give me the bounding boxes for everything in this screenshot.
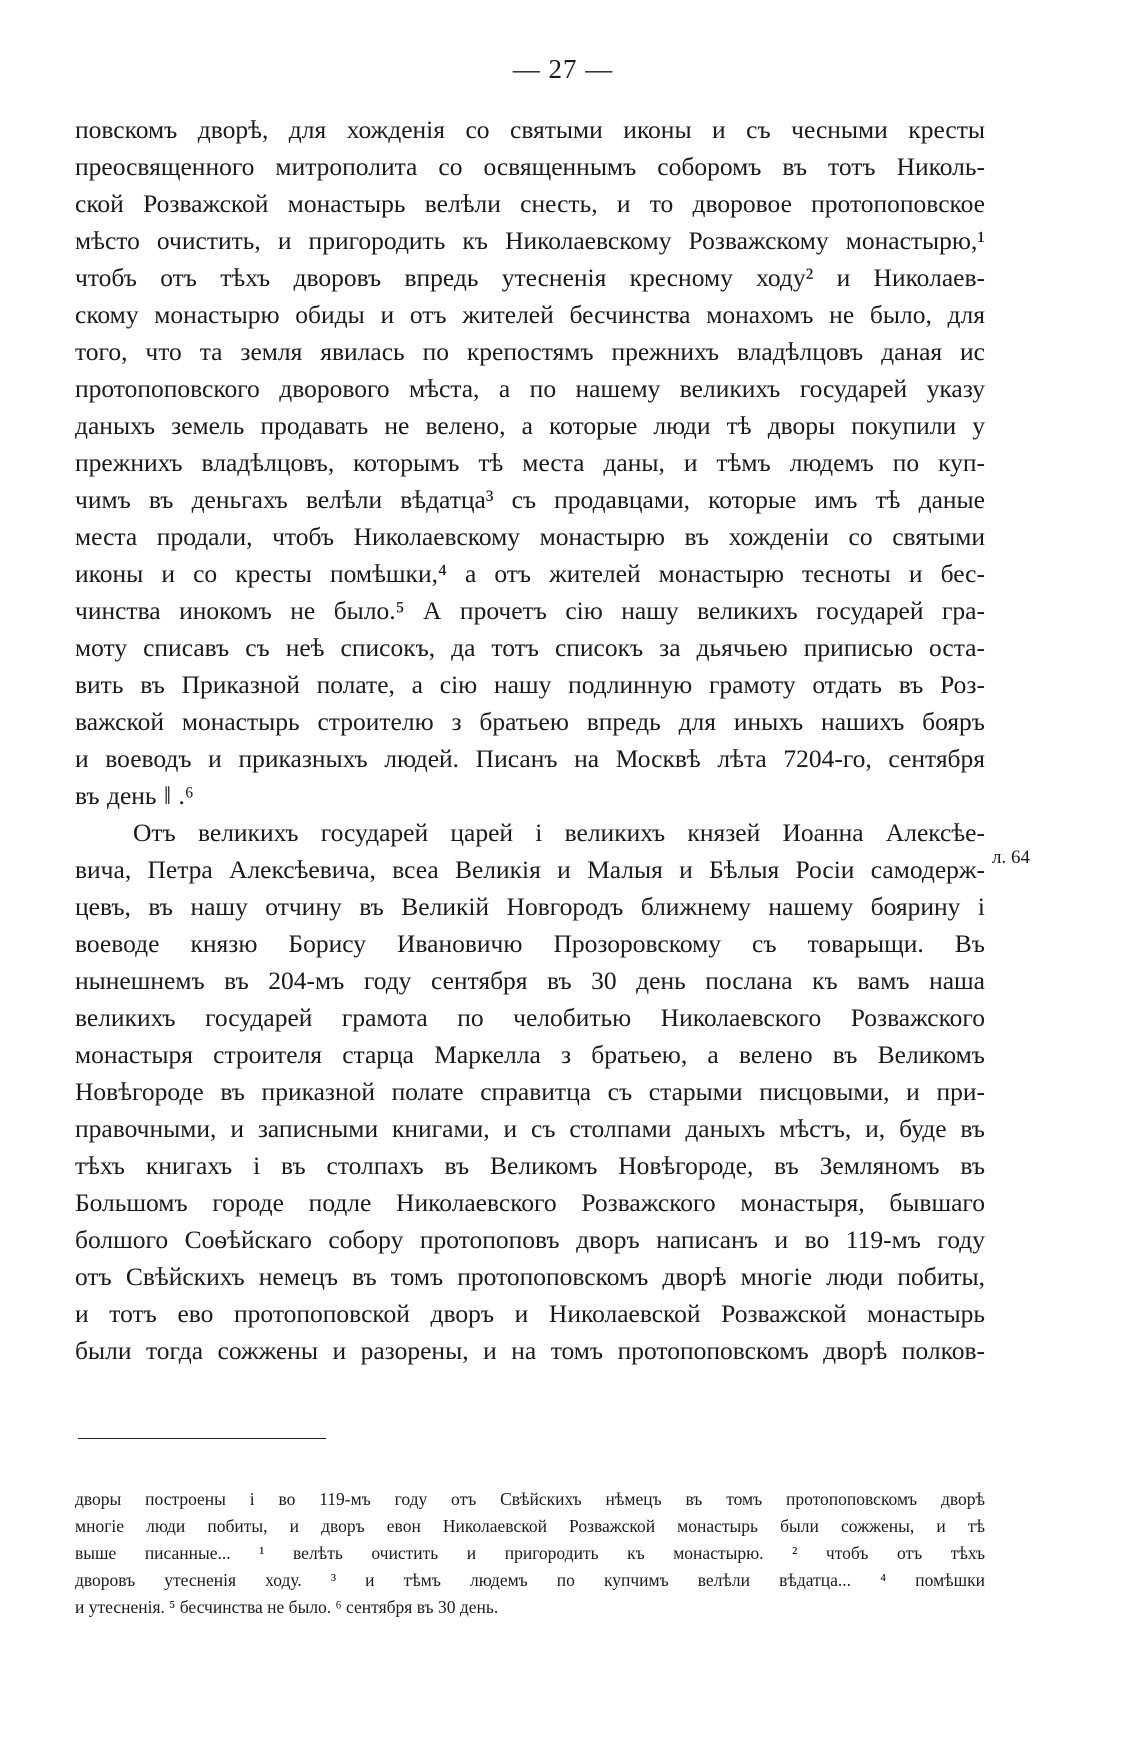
text-line: и тотъ ево протопоповской дворъ и Николаевской Розважской монастырь [75,1299,985,1328]
footnote-line: выше писанные... ¹ велѣть очистить и пригородить къ монастырю. ² чтобъ отъ тѣхъ [75,1543,985,1563]
text-line: монастыря строителя старца Маркелла з братьею, а велено въ Великомъ [75,1040,985,1069]
text-line: важской монастырь строителю з братьею впредь для иныхъ нашихъ бояръ [75,707,985,736]
footnotes [75,1486,985,1621]
text-line: были тогда сожжены и разорены, и на томъ протопоповскомъ дворѣ полков- [75,1336,985,1365]
text-line: преосвященного митрополита со освященнымъ соборомъ въ тотъ Николь- [75,152,985,181]
footnote-line: дворы построены i во 119-мъ году отъ Свѣйскихъ нѣмецъ въ томъ протопоповскомъ дворѣ [75,1489,985,1509]
margin-note: л. 64 [992,847,1030,868]
body-text [75,111,985,1369]
text-line: великихъ государей грамота по челобитью Николаевского Розважского [75,1003,985,1032]
text-line: ской Розважской монастырь велѣли снесть, и то дворовое протопоповское [75,189,985,218]
footnote-line: дворовъ утесненiя ходу. ³ и тѣмъ людемъ по купчимъ велѣли вѣдатца... ⁴ помѣшки [75,1570,985,1590]
text-line: вича, Петра Алексѣевича, всеа Великiя и Малыя и Бѣлыя Росiи самодерж- [75,855,985,884]
text-line: въ день ‖ .⁶ [75,781,194,810]
text-line: и воеводъ и приказныхъ людей. Писанъ на Москвѣ лѣта 7204-го, сентября [75,744,985,773]
text-line: мѣсто очистить, и пригородить къ Николаевскому Розважскому монастырю,¹ [75,226,985,255]
text-line: воеводе князю Борису Ивановичю Прозоровскому съ товарыщи. Въ [75,929,985,958]
text-line: моту списавъ съ неѣ списокъ, да тотъ списокъ за дьячьею приписью оста- [75,633,985,662]
text-line: отъ Свѣйскихъ немецъ въ томъ протопоповскомъ дворѣ многiе люди побиты, [75,1262,985,1291]
text-line: протопоповского дворового мѣста, а по нашему великихъ государей указу [75,374,985,403]
text-line: места продали, чтобъ Николаевскому монастырю въ хожденiи со святыми [75,522,985,551]
text-line: нынешнемъ въ 204-мъ году сентября въ 30 день послана къ вамъ наша [75,966,985,995]
text-line: скому монастырю обиды и отъ жителей бесчинства монахомъ не было, для [75,300,985,329]
text-line: цевъ, въ нашу отчину въ Великiй Новгородъ ближнему нашему боярину i [75,892,985,921]
text-line: Большомъ городе подле Николаевского Розважского монастыря, бывшаго [75,1188,985,1217]
text-line: того, что та земля явилась по крепостямъ прежнихъ владѣлцовъ даная ис [75,337,985,366]
footnote-rule [78,1438,326,1439]
text-line: чтобъ отъ тѣхъ дворовъ впредь утесненiя кресному ходу² и Николаев- [75,263,985,292]
footnote-line: многiе люди побиты, и дворъ евон Николаевской Розважской монастырь были сожжены, и тѣ [75,1516,985,1536]
text-line: Новѣгороде въ приказной полате справитца съ старыми писцовыми, и при- [75,1077,985,1106]
text-line: прежнихъ владѣлцовъ, которымъ тѣ места даны, и тѣмъ людемъ по куп- [75,448,985,477]
text-line: даныхъ земель продавать не велено, а которые люди тѣ дворы покупили у [75,411,985,440]
page-number: — 27 — [512,54,614,84]
footnote-line: и утесненiя. ⁵ бесчинства не было. ⁶ сентября въ 30 день. [75,1597,499,1617]
text-line: иконы и со кресты помѣшки,⁴ а отъ жителей монастырю тесноты и бес- [75,559,985,588]
text-line: повскомъ дворѣ, для хожденiя со святыми иконы и съ чесными кресты [75,115,985,144]
text-line: чинства инокомъ не было.⁵ А прочетъ сiю нашу великихъ государей гра- [75,596,985,625]
text-line: чимъ въ деньгахъ велѣли вѣдатца³ съ продавцами, которые имъ тѣ даные [75,485,985,514]
text-line: Отъ великихъ государей царей i великихъ князей Иоанна Алексѣе- [133,818,985,847]
text-line: тѣхъ книгахъ i въ столпахъ въ Великомъ Новѣгороде, въ Земляномъ въ [75,1151,985,1180]
text-line: болшого Соѳѣйскаго собору протопоповъ дворъ написанъ и во 119-мъ году [75,1225,985,1254]
text-line: вить въ Приказной полате, а сiю нашу подлинную грамоту отдать въ Роз- [75,670,985,699]
text-line: правочными, и записными книгами, и съ столпами даныхъ мѣстъ, и, буде въ [75,1114,985,1143]
